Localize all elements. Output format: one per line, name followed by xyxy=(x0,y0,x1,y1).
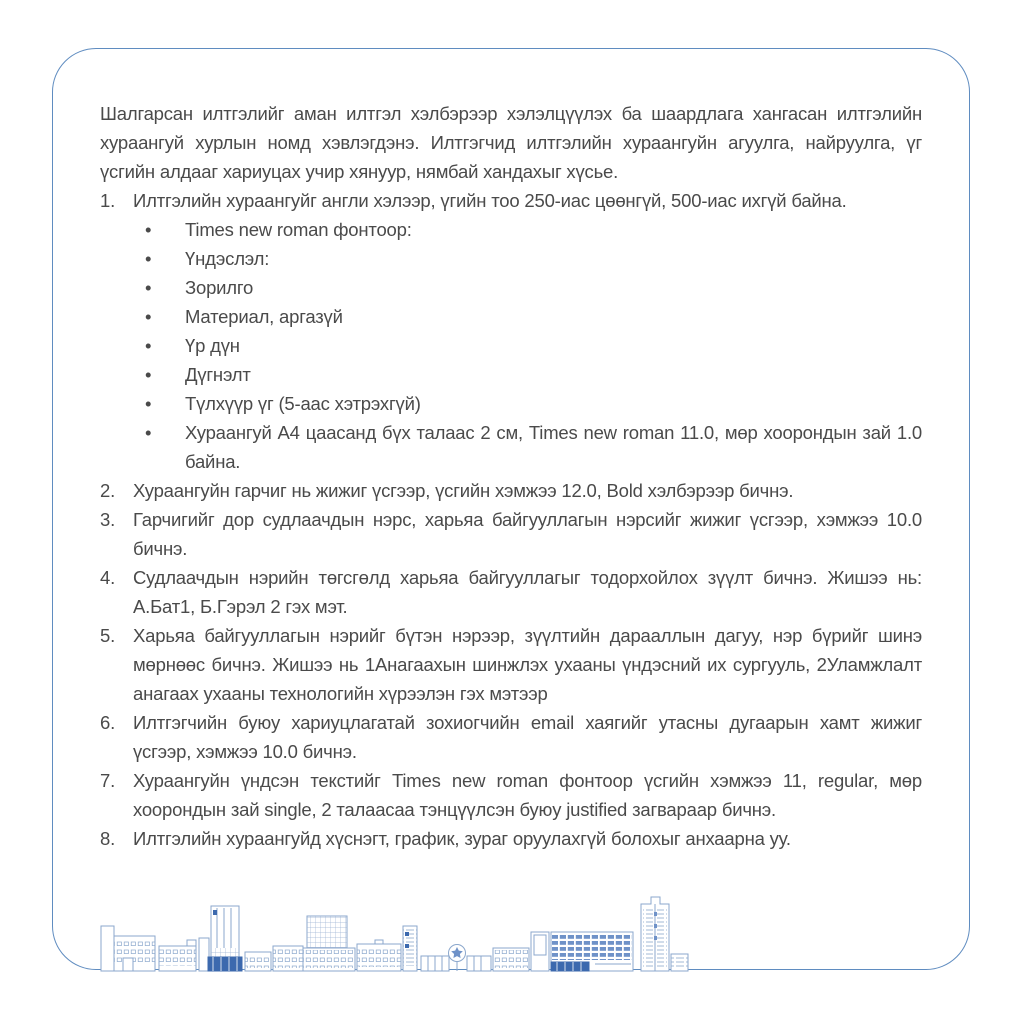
bullet-dot: • xyxy=(145,335,152,356)
city-skyline-illustration xyxy=(95,892,695,972)
item-number: 4. xyxy=(100,567,116,588)
item-text: Илтгэлийн хураангуйг англи хэлээр, үгийн тоо 250-иас цөөнгүй, 500-иас ихгүй байна. xyxy=(133,190,847,211)
bullet-text: Үр дүн xyxy=(185,335,240,356)
bullet-dot: • xyxy=(145,248,152,269)
item-text: Судлаачдын нэрийн төгсгөлд харьяа байгууллагыг тодорхойлох зүүлт бичнэ. Жишээ нь: А.Бат1, Б.Гэрэл 2 гэх мэт. xyxy=(133,567,922,617)
bullet-item-1 xyxy=(145,215,922,244)
list-item-4 xyxy=(100,563,922,621)
bullet-item-4 xyxy=(145,302,922,331)
document-content xyxy=(53,49,969,853)
bullet-dot: • xyxy=(145,219,152,240)
item-text: Гарчигийг дор судлаачдын нэрс, харьяа байгууллагын нэрсийг жижиг үсгээр, хэмжээ 10.0 бичнэ. xyxy=(133,509,922,559)
bullet-item-7 xyxy=(145,389,922,418)
bullet-dot: • xyxy=(145,393,152,414)
bullet-text: Times new roman фонтоор: xyxy=(185,219,412,240)
list-item-7 xyxy=(100,766,922,824)
bullet-item-5 xyxy=(145,331,922,360)
bullet-text: Үндэслэл: xyxy=(185,248,270,269)
item-text: Хураангуйн гарчиг нь жижиг үсгээр, үсгийн хэмжээ 12.0, Bold хэлбэрээр бичнэ. xyxy=(133,480,794,501)
page-border-frame xyxy=(52,48,970,970)
bullet-text: Зорилго xyxy=(185,277,254,298)
list-item-5 xyxy=(100,621,922,708)
item-number: 2. xyxy=(100,480,116,501)
bullet-text: Дүгнэлт xyxy=(185,364,251,385)
bullet-dot: • xyxy=(145,364,152,385)
item-number: 1. xyxy=(100,190,116,211)
item-text: Харьяа байгууллагын нэрийг бүтэн нэрээр, зүүлтийн дарааллын дагуу, нэр бүрийг шинэ мөрнөөс бичнэ. Жишээ нь 1Анагаахын шинжлэх ухааны үндэсний их сургууль, 2Уламжлалт анагаах ухааны технологийн хүрээлэн гэх мэтээр xyxy=(133,625,922,704)
item-number: 7. xyxy=(100,770,116,791)
item-number: 6. xyxy=(100,712,116,733)
item-text: Хураангуйн үндсэн текстийг Times new roman фонтоор үсгийн хэмжээ 11, regular, мөр хоорондын зай single, 2 талаасаа тэнцүүлсэн буюу justified загвараар бичнэ. xyxy=(133,770,922,820)
list-item-8 xyxy=(100,824,922,853)
bullet-item-6 xyxy=(145,360,922,389)
list-item-1 xyxy=(100,186,922,215)
list-item-2 xyxy=(100,476,922,505)
bullet-dot: • xyxy=(145,277,152,298)
item-text: Илтгэгчийн буюу хариуцлагатай зохиогчийн email хаягийг утасны дугаарын хамт жижиг үсгээр, хэмжээ 10.0 бичнэ. xyxy=(133,712,922,762)
bullet-dot: • xyxy=(145,306,152,327)
item-number: 5. xyxy=(100,625,116,646)
bullet-item-2 xyxy=(145,244,922,273)
intro-paragraph: Шалгарсан илтгэлийг аман илтгэл хэлбэрээр хэлэлцүүлэх ба шаардлага хангасан илтгэлийн хураангуй хурлын номд хэвлэгдэнэ. Илтгэгчид илтгэлийн хураангуйн агуулга, найруулга, үг үсгийн алдааг хариуцах учир хянуур, нямбай хандахыг хүсье. xyxy=(100,103,922,182)
list-item-3 xyxy=(100,505,922,563)
bullet-item-3 xyxy=(145,273,922,302)
skyline-buildings xyxy=(101,897,688,971)
bullet-text: Материал, аргазүй xyxy=(185,306,343,327)
list-item-6 xyxy=(100,708,922,766)
bullet-text: Хураангуй А4 цаасанд бүх талаас 2 см, Times new roman 11.0, мөр хоорондын зай 1.0 байна. xyxy=(185,422,922,472)
item-number: 3. xyxy=(100,509,116,530)
item-text: Илтгэлийн хураангуйд хүснэгт, график, зураг оруулахгүй болохыг анхаарна уу. xyxy=(133,828,791,849)
bullet-dot: • xyxy=(145,422,152,443)
bullet-item-8 xyxy=(145,418,922,476)
bullet-text: Түлхүүр үг (5-аас хэтрэхгүй) xyxy=(185,393,421,414)
item-number: 8. xyxy=(100,828,116,849)
